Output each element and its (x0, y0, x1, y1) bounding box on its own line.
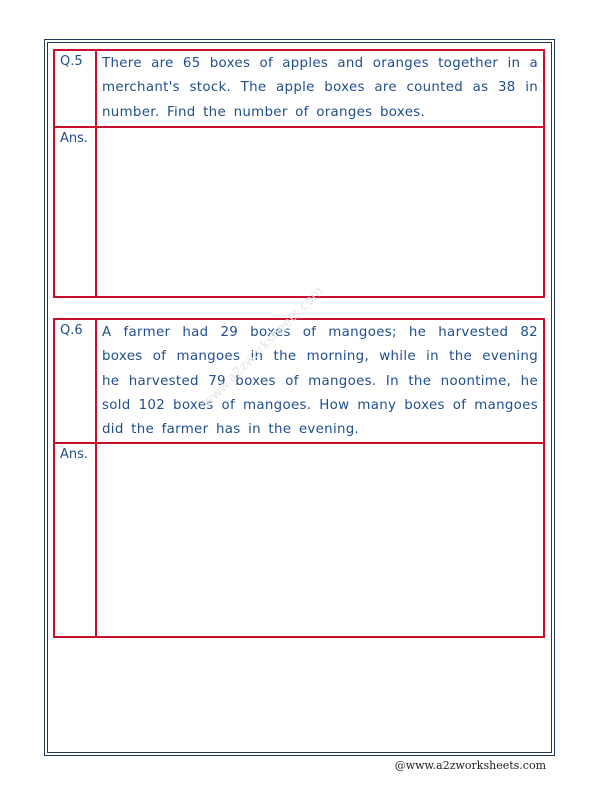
question-6-box (53, 318, 545, 638)
question-5-row (55, 51, 543, 128)
answer-6-space[interactable] (97, 444, 543, 636)
answer-5-label: Ans. (55, 128, 97, 296)
answer-6-label: Ans. (55, 444, 97, 636)
answer-6-row (55, 444, 543, 636)
question-5-box (53, 49, 545, 298)
question-5-text: There are 65 boxes of apples and oranges together in a merchant's stock. The apple boxes are counted as 38 in number. Find the number of oranges boxes. (102, 56, 538, 120)
answer-5-row (55, 128, 543, 296)
question-6-number: Q.6 (55, 320, 97, 444)
question-6-row (55, 320, 543, 444)
question-5-number: Q.5 (55, 51, 97, 128)
footer-url: @www.a2zworksheets.com (394, 759, 546, 772)
question-6-text: A farmer had 29 boxes of mangoes; he harvested 82 boxes of mangoes in the morning, while in the evening he harvested 79 boxes of mangoes. In the noontime, he sold 102 boxes of mangoes. How many boxes of mangoes did the farmer has in the evening. (102, 325, 538, 438)
answer-5-space[interactable] (97, 128, 543, 296)
watermark: www.a2zworksheets.com (200, 283, 327, 411)
